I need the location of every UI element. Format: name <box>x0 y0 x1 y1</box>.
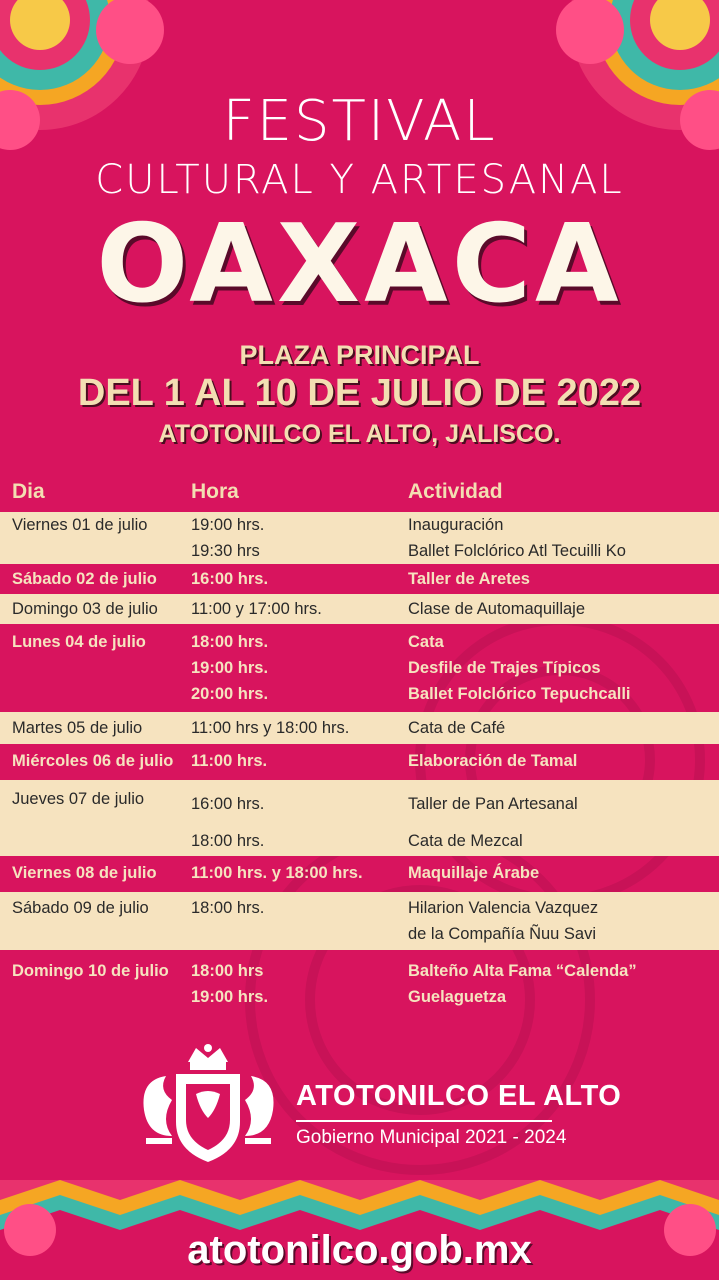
row-day: Viernes 01 de julio <box>12 516 148 534</box>
row-day: Sábado 09 de julio <box>12 899 149 917</box>
schedule-row <box>0 712 719 744</box>
header-hour: Hora <box>191 480 239 503</box>
venue-place: PLAZA PRINCIPAL <box>239 340 480 370</box>
schedule-row <box>0 512 719 564</box>
row-day: Miércoles 06 de julio <box>12 752 174 770</box>
row-activities: Cata de Café <box>408 719 506 737</box>
row-activities: Maquillaje Árabe <box>408 864 540 882</box>
row-hours: 11:00 y 17:00 hrs. <box>191 600 322 618</box>
row-activities: Inauguración Ballet Folclórico Atl Tecuilli Ko <box>408 516 626 560</box>
row-hours: 11:00 hrs. <box>191 752 268 770</box>
row-day: Lunes 04 de julio <box>12 633 146 651</box>
schedule-row <box>0 744 719 780</box>
schedule-row <box>0 564 719 594</box>
row-activities: Clase de Automaquillaje <box>408 600 586 618</box>
row-day: Martes 05 de julio <box>12 719 143 737</box>
schedule-row <box>0 956 719 1012</box>
schedule-row <box>0 624 719 712</box>
divider <box>296 1120 552 1122</box>
row-activities: Elaboración de Tamal <box>408 752 578 770</box>
festival-title: FESTIVAL <box>222 89 497 154</box>
row-day: Viernes 08 de julio <box>12 864 157 882</box>
row-activities: Hilarion Valencia Vazquez de la Compañía Ñuu Savi <box>408 899 599 943</box>
row-hours: 16:00 hrs. 18:00 hrs. <box>191 795 265 850</box>
festival-subtitle: CULTURAL Y ARTESANAL <box>95 157 624 203</box>
row-hours: 11:00 hrs. y 18:00 hrs. <box>191 864 363 882</box>
government-period: Gobierno Municipal 2021 - 2024 <box>296 1127 567 1148</box>
row-day: Domingo 10 de julio <box>12 962 169 980</box>
row-day: Sábado 02 de julio <box>12 570 157 588</box>
oaxaca-title: OAXACA <box>96 202 623 327</box>
row-activities: Balteño Alta Fama “Calenda” Guelaguetza <box>408 962 637 1006</box>
schedule-row <box>0 856 719 892</box>
row-hours: 19:00 hrs. 19:30 hrs <box>191 516 265 560</box>
festival-dates: DEL 1 AL 10 DE JULIO DE 2022 <box>77 372 642 414</box>
row-day: Domingo 03 de julio <box>12 600 158 618</box>
municipality-name: ATOTONILCO EL ALTO <box>296 1080 622 1112</box>
schedule-header <box>0 480 719 512</box>
row-hours: 18:00 hrs. 19:00 hrs. 20:00 hrs. <box>191 633 269 703</box>
row-activities: Taller de Pan Artesanal Cata de Mezcal <box>408 795 578 850</box>
row-day: Jueves 07 de julio <box>12 790 145 808</box>
row-activities: Taller de Aretes <box>408 570 530 588</box>
venue-city: ATOTONILCO EL ALTO, JALISCO. <box>158 420 561 448</box>
row-hours: 11:00 hrs y 18:00 hrs. <box>191 719 350 737</box>
municipal-crest-icon <box>136 1040 281 1165</box>
website-link[interactable]: atotonilco.gob.mx <box>187 1228 532 1272</box>
header-day: Dia <box>12 480 45 503</box>
header-activity: Actividad <box>408 480 503 503</box>
schedule-row <box>0 780 719 856</box>
schedule-row <box>0 892 719 950</box>
schedule-row <box>0 594 719 624</box>
row-hours: 18:00 hrs 19:00 hrs. <box>191 962 269 1006</box>
row-hours: 16:00 hrs. <box>191 570 269 588</box>
row-activities: Cata Desfile de Trajes Típicos Ballet Folclórico Tepuchcalli <box>408 633 631 703</box>
row-hours: 18:00 hrs. <box>191 899 265 917</box>
